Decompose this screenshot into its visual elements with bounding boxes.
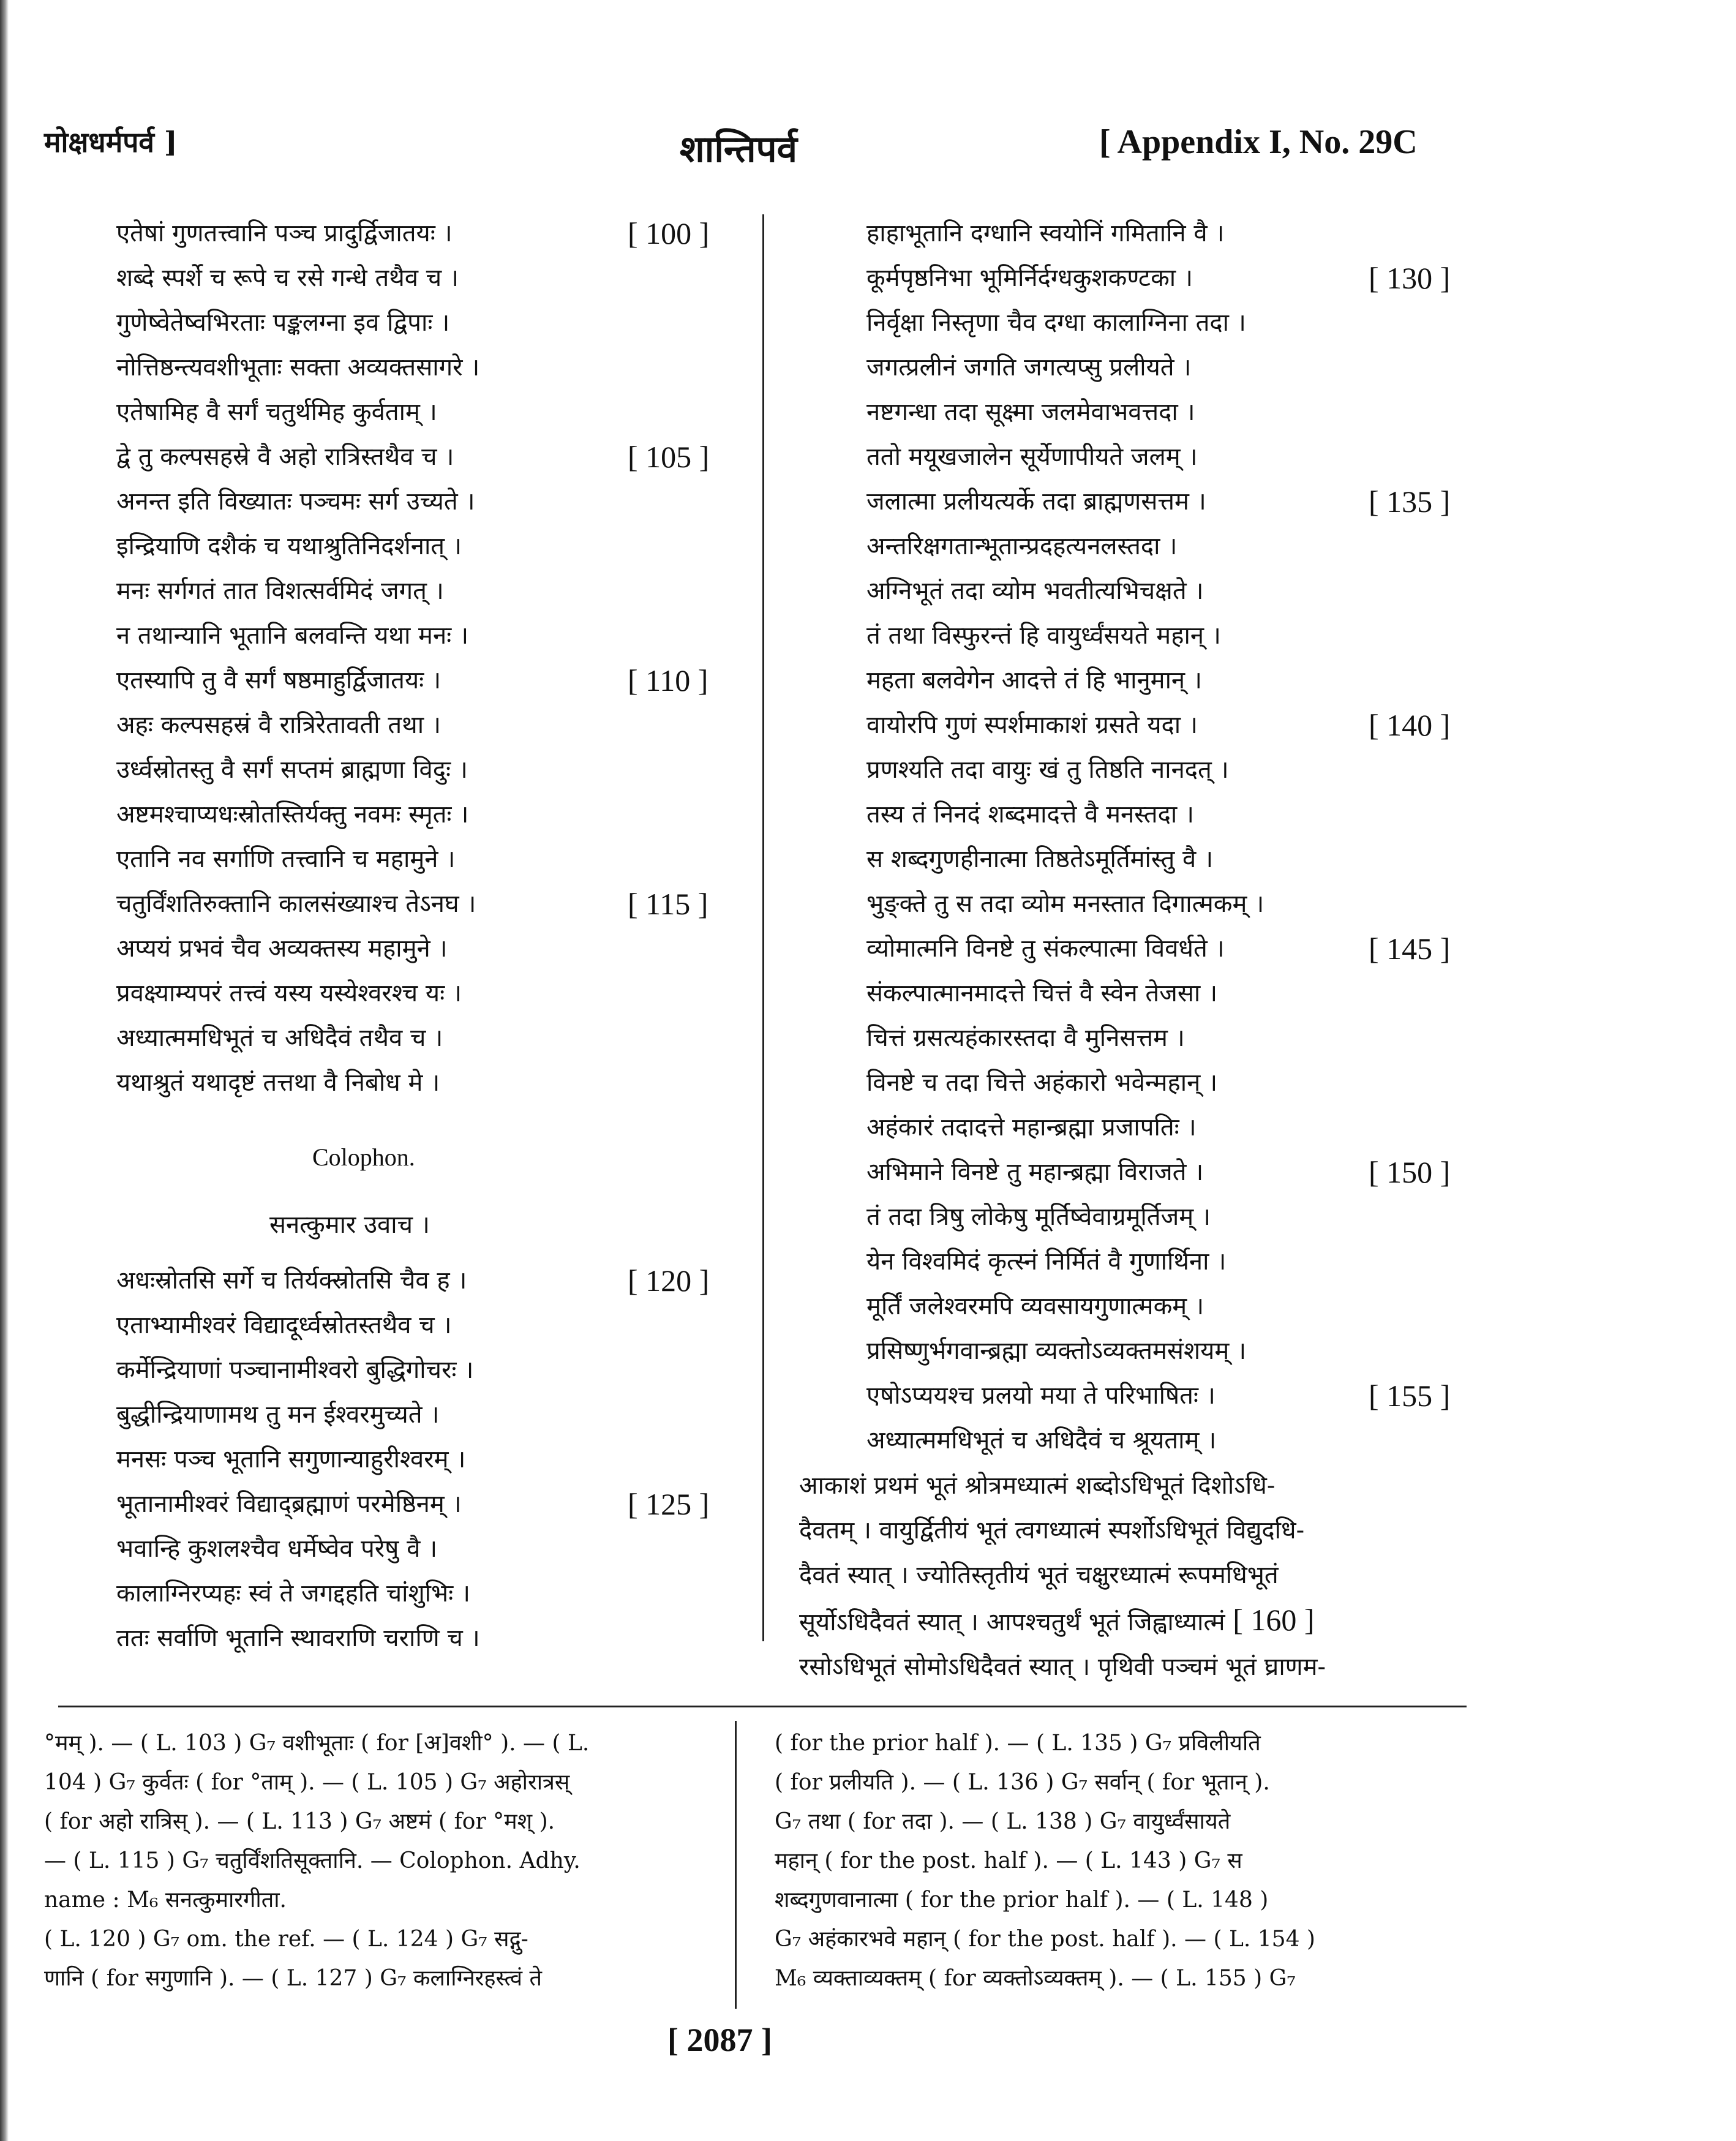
verse-line — [866, 837, 1479, 882]
verse-line — [116, 614, 747, 658]
verse-line — [866, 1374, 1479, 1418]
prose-line: दैवतम् । वायुर्द्वितीयं भूतं त्वगध्यात्मं स्पर्शोऽधिभूतं विद्युदधि- — [799, 1516, 1305, 1545]
verse-text: तं तथा विस्फुरन्तं हि वायुर्ध्वंसयते महान् । — [866, 622, 1221, 650]
verse-ref: [ 110 ] — [628, 663, 708, 698]
verse-ref: [ 150 ] — [1369, 1155, 1451, 1189]
prose-line: आकाशं प्रथमं भूतं श्रोत्रमध्यात्मं शब्दोऽधिभूतं दिशोऽधि- — [799, 1472, 1276, 1500]
verse-line — [866, 614, 1479, 658]
verse-line — [866, 1195, 1479, 1240]
verse-line — [116, 971, 747, 1016]
verse-ref: [ 135 ] — [1369, 484, 1451, 519]
footnotes-left — [44, 1724, 705, 1998]
verse-line — [866, 748, 1479, 792]
verse-text: तस्य तं निनदं शब्दमादत्ते वै मनस्तदा । — [866, 800, 1195, 829]
verse-text: अन्तरिक्षगतान्भूतान्प्रदहत्यनलस्तदा । — [866, 532, 1178, 560]
verse-text: स शब्दगुणहीनात्मा तिष्ठतेऽमूर्तिमांस्तु वै । — [866, 845, 1214, 873]
verse-line — [866, 1240, 1479, 1284]
footnote-line: ( for the prior half ). — ( L. 135 ) G₇ प्रविलीयति — [775, 1731, 1261, 1756]
running-head-title: शान्तिपर्व — [680, 128, 797, 171]
verse-ref: [ 125 ] — [628, 1487, 710, 1521]
verse-text: द्वे तु कल्पसहस्रे वै अहो रात्रिस्तथैव च । — [116, 443, 454, 471]
verse-text: नष्टगन्धा तदा सूक्ष्मा जलमेवाभवत्तदा । — [866, 398, 1195, 426]
running-head-left: मोक्षधर्मपर्व ] — [44, 126, 178, 159]
verse-line — [116, 882, 747, 927]
verse-line — [866, 1329, 1479, 1374]
verse-line — [866, 1418, 1479, 1463]
verse-text: निर्वृक्षा निस्तृणा चैव दग्धा कालाग्निना तदा । — [866, 309, 1246, 337]
footnote-line: ( for प्रलीयति ). — ( L. 136 ) G₇ सर्वान् ( for भूतान् ). — [775, 1770, 1270, 1795]
verse-text: ततो मयूखजालेन सूर्येणापीयते जलम् । — [866, 443, 1198, 471]
verse-text: चित्तं ग्रसत्यहंकारस्तदा वै मुनिसत्तम । — [866, 1024, 1185, 1052]
verse-text: अनन्त इति विख्यातः पञ्चमः सर्ग उच्यते । — [116, 487, 475, 516]
footnote-line: महान् ( for the post. half ). — ( L. 143 ) G₇ स — [775, 1848, 1242, 1873]
verse-text: कर्मेन्द्रियाणां पञ्चानामीश्वरो बुद्धिगोचरः । — [116, 1356, 474, 1384]
verse-line — [866, 256, 1479, 301]
footnote-line: M₆ व्यक्ताव्यक्तम् ( for व्यक्तोऽव्यक्तम् ). — ( L. 155 ) G₇ — [775, 1966, 1296, 1991]
verse-text: चतुर्विंशतिरुक्तानि कालसंख्याश्च तेऽनघ । — [116, 890, 476, 918]
verse-ref: [ 130 ] — [1369, 261, 1451, 295]
verse-text: प्रसिष्णुर्भगवान्ब्रह्मा व्यक्तोऽव्यक्तमसंशयम् । — [866, 1337, 1247, 1365]
verse-text: प्रवक्ष्याम्यपरं तत्त्वं यस्य यस्येश्वरश्च यः । — [116, 979, 462, 1007]
verse-line — [866, 345, 1479, 390]
verse-line — [116, 1616, 747, 1661]
verse-text: मनसः पञ्च भूतानि सगुणान्याहुरीश्वरम् । — [116, 1445, 466, 1473]
verse-text: जलात्मा प्रलीयत्यर्के तदा ब्राह्मणसत्तम । — [866, 487, 1206, 516]
verse-text: येन विश्वमिदं कृत्स्नं निर्मितं वै गुणार्थिना । — [866, 1247, 1227, 1276]
footnotes-right — [775, 1724, 1436, 1998]
verse-text: नोत्तिष्ठन्त्यवशीभूताः सक्ता अव्यक्तसागरे । — [116, 353, 480, 382]
verse-text: अभिमाने विनष्टे तु महान्ब्रह्मा विराजते । — [866, 1158, 1204, 1186]
verse-line — [866, 1150, 1479, 1195]
verse-text: भुङ्क्ते तु स तदा व्योम मनस्तात दिगात्मकम् । — [866, 890, 1264, 918]
verse-text: भवान्हि कुशलश्चैव धर्मेष्वेव परेषु वै । — [116, 1535, 438, 1563]
verse-line — [116, 569, 747, 614]
verse-text: एषोऽप्ययश्च प्रलयो मया ते परिभाषितः । — [866, 1382, 1216, 1410]
verse-text: मनः सर्गगतं तात विशत्सर्वमिदं जगत् । — [116, 577, 444, 605]
footnote-line: शब्दगुणवानात्मा ( for the prior half ). — ( L. 148 ) — [775, 1887, 1269, 1913]
verse-text: वायोरपि गुणं स्पर्शमाकाशं ग्रसते यदा । — [866, 711, 1198, 739]
verse-text: कालाग्निरप्यहः स्वं ते जगद्दहति चांशुभिः । — [116, 1579, 471, 1608]
prose-line: रसोऽधिभूतं सोमोऽधिदैवतं स्यात् । पृथिवी पञ्चमं भूतं घ्राणम- — [799, 1653, 1326, 1681]
left-verse-column — [116, 211, 747, 1661]
verse-ref: [ 120 ] — [628, 1263, 710, 1298]
verse-line — [116, 301, 747, 345]
verse-ref: [ 160 ] — [1233, 1603, 1315, 1637]
verse-line — [116, 1527, 747, 1571]
verse-text: अष्टमश्चाप्यधःस्रोतस्तिर्यक्तु नवमः स्मृतः । — [116, 800, 469, 829]
verse-line — [116, 480, 747, 524]
verse-text: गुणेष्वेतेष्वभिरताः पङ्कलग्ना इव द्विपाः । — [116, 309, 450, 337]
verse-line — [866, 1016, 1479, 1061]
verse-line — [866, 792, 1479, 837]
verse-line — [116, 1061, 747, 1105]
verse-line — [866, 927, 1479, 971]
verse-text: एतानि नव सर्गाणि तत्त्वानि च महामुने । — [116, 845, 456, 873]
verse-text: भूतानामीश्वरं विद्याद्ब्रह्माणं परमेष्ठिनम् । — [116, 1490, 462, 1518]
verse-line — [116, 1348, 747, 1393]
footnote-line: ( L. 120 ) G₇ om. the ref. — ( L. 124 ) G₇ सद्गु- — [44, 1927, 528, 1952]
prose-line: दैवतं स्यात् । ज्योतिस्तृतीयं भूतं चक्षुरध्यात्मं रूपमधिभूतं — [799, 1561, 1279, 1589]
footnote-line: G₇ अहंकारभवे महान् ( for the post. half ). — ( L. 154 ) — [775, 1927, 1315, 1952]
verse-ref: [ 115 ] — [628, 887, 708, 921]
footnote-divider — [735, 1721, 737, 2009]
verse-text: तं तदा त्रिषु लोकेषु मूर्तिष्वेवाग्रमूर्तिजम् । — [866, 1203, 1211, 1231]
verse-line — [866, 703, 1479, 748]
footnote-line: G₇ तथा ( for तदा ). — ( L. 138 ) G₇ वायुर्ध्वंसायते — [775, 1809, 1231, 1834]
verse-ref: [ 140 ] — [1369, 708, 1451, 742]
verse-text: एताभ्यामीश्वरं विद्यादूर्ध्वस्रोतस्तथैव च । — [116, 1311, 452, 1339]
verse-line — [116, 927, 747, 971]
verse-text: एतस्यापि तु वै सर्गं षष्ठमाहुर्द्विजातयः । — [116, 666, 442, 694]
footnote-line: णानि ( for सगुणानि ). — ( L. 127 ) G₇ कलाग्निरहस्त्वं ते — [44, 1966, 543, 1991]
verse-text: ततः सर्वाणि भूतानि स्थावराणि चराणि च । — [116, 1624, 480, 1652]
verse-text: अग्निभूतं तदा व्योम भवतीत्यभिचक्षते । — [866, 577, 1204, 605]
verse-block-right — [866, 211, 1479, 1463]
verse-line — [866, 1061, 1479, 1105]
colophon-title: Colophon. — [312, 1143, 415, 1171]
verse-line — [116, 703, 747, 748]
verse-block-b — [116, 1259, 747, 1661]
footnote-line: — ( L. 115 ) G₇ चतुर्विंशतिसूक्तानि. — Colophon. Adhy. — [44, 1848, 581, 1873]
verse-ref: [ 100 ] — [628, 216, 710, 250]
verse-text: एतेषां गुणतत्त्वानि पञ्च प्रादुर्द्विजातयः । — [116, 219, 453, 247]
verse-line — [866, 882, 1479, 927]
verse-text: हाहाभूतानि दग्धानि स्वयोनिं गमितानि वै । — [866, 219, 1225, 247]
scan-spine-shadow — [0, 0, 9, 2141]
verse-text: अहंकारं तदादत्ते महान्ब्रह्मा प्रजापतिः । — [866, 1113, 1197, 1142]
verse-line — [866, 1284, 1479, 1329]
verse-text: बुद्धीन्द्रियाणामथ तु मन ईश्वरमुच्यते । — [116, 1401, 440, 1429]
verse-ref: [ 145 ] — [1369, 931, 1451, 966]
verse-text: कूर्मपृष्ठनिभा भूमिर्निर्दग्धकुशकण्टका । — [866, 264, 1193, 292]
verse-text: अध्यात्ममधिभूतं च अधिदैवं च श्रूयताम् । — [866, 1426, 1217, 1454]
verse-line — [116, 1571, 747, 1616]
verse-line — [116, 390, 747, 435]
verse-line — [116, 211, 747, 256]
verse-text: न तथान्यानि भूतानि बलवन्ति यथा मनः । — [116, 622, 469, 650]
verse-line — [866, 569, 1479, 614]
speaker-line: सनत्कुमार उवाच । — [269, 1211, 430, 1239]
column-divider — [762, 214, 764, 1641]
verse-text: मूर्तिं जलेश्वरमपि व्यवसायगुणात्मकम् । — [866, 1292, 1204, 1320]
verse-line — [116, 748, 747, 792]
running-head-right: [ Appendix I, No. 29C — [1099, 123, 1418, 161]
verse-line — [116, 256, 747, 301]
footnote-line: 104 ) G₇ कुर्वतः ( for °ताम् ). — ( L. 105 ) G₇ अहोरात्रस् — [44, 1770, 570, 1795]
verse-text: विनष्टे च तदा चित्ते अहंकारो भवेन्महान् । — [866, 1069, 1218, 1097]
verse-text: अध्यात्ममधिभूतं च अधिदैवं तथैव च । — [116, 1024, 443, 1052]
verse-text: जगत्प्रलीनं जगति जगत्यप्सु प्रलीयते । — [866, 353, 1192, 382]
verse-text: अहः कल्पसहस्रं वै रात्रिरेतावती तथा । — [116, 711, 441, 739]
verse-text: अधःस्रोतसि सर्गे च तिर्यक्स्रोतसि चैव ह । — [116, 1266, 467, 1295]
verse-line — [866, 480, 1479, 524]
verse-text: संकल्पात्मानमादत्ते चित्तं वै स्वेन तेजसा । — [866, 979, 1218, 1007]
verse-line — [866, 1105, 1479, 1150]
verse-text: महता बलवेगेन आदत्ते तं हि भानुमान् । — [866, 666, 1203, 694]
verse-line — [116, 1393, 747, 1437]
page-number: [ 2087 ] — [667, 2022, 772, 2058]
verse-text: अप्ययं प्रभवं चैव अव्यक्तस्य महामुने । — [116, 935, 448, 963]
verse-text: एतेषामिह वै सर्गं चतुर्थमिह कुर्वताम् । — [116, 398, 437, 426]
verse-line — [116, 792, 747, 837]
verse-line — [866, 301, 1479, 345]
verse-ref: [ 105 ] — [628, 440, 710, 474]
verse-line — [866, 658, 1479, 703]
verse-block-a — [116, 211, 747, 1105]
verse-line — [116, 1303, 747, 1348]
prose-paragraph — [799, 1464, 1442, 1690]
verse-line — [866, 524, 1479, 569]
right-verse-column — [866, 211, 1479, 1463]
verse-line — [116, 658, 747, 703]
verse-line — [866, 390, 1479, 435]
verse-line — [116, 524, 747, 569]
prose-line — [799, 1598, 1442, 1645]
verse-line — [116, 1437, 747, 1482]
verse-line — [116, 837, 747, 882]
verse-line — [866, 435, 1479, 480]
footnote-rule — [58, 1706, 1467, 1707]
verse-text: प्रणश्यति तदा वायुः खं तु तिष्ठति नानदत् । — [866, 756, 1229, 784]
verse-text: इन्द्रियाणि दशैकं च यथाश्रुतिनिदर्शनात् । — [116, 532, 462, 560]
prose-line-text: सूर्योऽधिदैवतं स्यात् । आपश्चतुर्थं भूतं जिह्वाध्यात्मं — [799, 1608, 1225, 1636]
verse-line — [116, 1016, 747, 1061]
verse-line — [116, 1482, 747, 1527]
verse-line — [116, 1259, 747, 1303]
footnote-line: name : M₆ सनत्कुमारगीता. — [44, 1887, 287, 1913]
verse-line — [116, 435, 747, 480]
footnote-line: ( for अहो रात्रिस् ). — ( L. 113 ) G₇ अष्टमं ( for °मश् ). — [44, 1809, 555, 1834]
verse-text: यथाश्रुतं यथादृष्टं तत्तथा वै निबोध मे । — [116, 1069, 440, 1097]
verse-text: व्योमात्मनि विनष्टे तु संकल्पात्मा विवर्धते । — [866, 935, 1225, 963]
verse-ref: [ 155 ] — [1369, 1379, 1451, 1413]
verse-line — [866, 971, 1479, 1016]
verse-text: उर्ध्वस्रोतस्तु वै सर्गं सप्तमं ब्राह्मणा विदुः । — [116, 756, 468, 784]
footnote-line: °मम् ). — ( L. 103 ) G₇ वशीभूताः ( for [अ]वशी° ). — ( L. — [44, 1731, 590, 1756]
verse-line — [116, 345, 747, 390]
verse-line — [866, 211, 1479, 256]
verse-text: शब्दे स्पर्शे च रूपे च रसे गन्धे तथैव च । — [116, 264, 459, 292]
